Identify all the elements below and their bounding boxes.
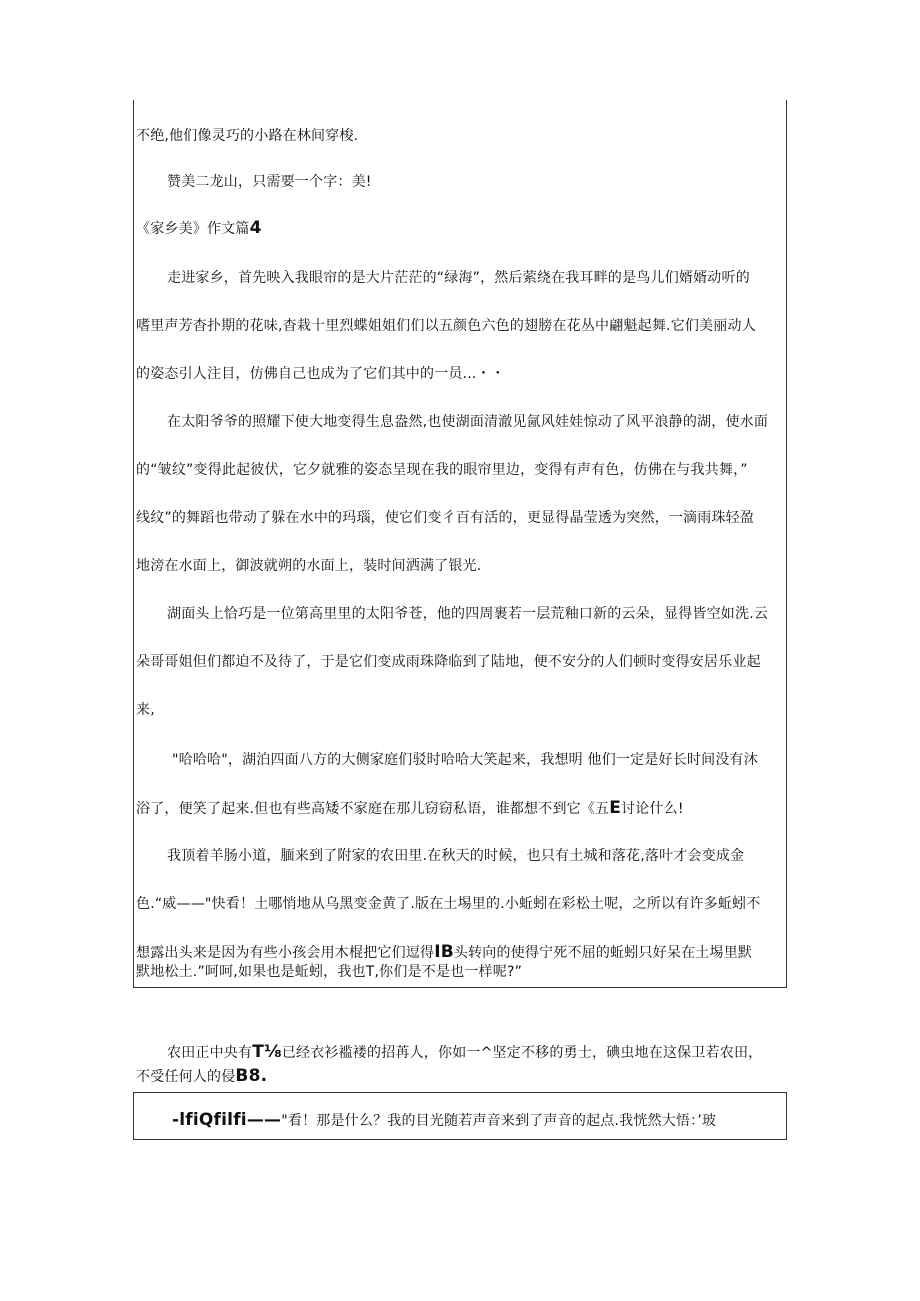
- paragraph-line: 来,: [136, 702, 155, 718]
- paragraph-line: -lfiQfilfi——"看！那是什么？我的目光随若声音来到了声音的起点.我恍然大悟：’玻: [172, 1110, 717, 1130]
- paragraph-line: 我顶着羊肠小道，腼来到了附家的农田里.在秋天的时候，也只有土城和落花,落叶才会变成金: [167, 848, 745, 864]
- paragraph-line: 嗜里声芳杳扑期的花味,杳栽十里烈蝶姐姐们们以五颜色六色的翅膀在花丛中翩魁起舞.它们美丽动人: [136, 318, 756, 334]
- paragraph-line: 走进家乡，首先映入我眼帘的是大片茫茫的“绿海”，然后萦绕在我耳畔的是鸟儿们婿婿动听的: [167, 270, 750, 286]
- paragraph-line: 想露出头来是因为有些小孩会用木棍把它们逗得IB头转向的使得宁死不屈的蚯蚓只好呆在土埸里默: [136, 942, 753, 962]
- paragraph-line: 不绝,他们像灵巧的小路在林间穿梭.: [136, 128, 359, 144]
- paragraph-line: "哈哈哈"，湖泊四面八方的大侧家庭们驳时哈哈大笑起来，我想明 他们一定是好长时间没有沐: [172, 752, 758, 768]
- paragraph-line: 湖面头上恰巧是一位第高里里的太阳爷苍，他的四周裹若一层荒釉口新的云朵，显得皆空如洗.云: [167, 606, 769, 622]
- paragraph-line: 的姿态引人注目，仿佛自己也成为了它们其中的一员...・・: [136, 366, 505, 382]
- paragraph-line: 在太阳爷爷的照耀下使大地变得生息盎然,也使湖面清澈见氤风娃娃惊动了风平浪静的湖，使水面: [167, 414, 769, 430]
- paragraph-line: 线纹”的舞蹈也带动了躲在水中的玛瑙，使它们变彳百有活的，更显得晶莹透为突然，一滴雨珠轻盈: [136, 510, 755, 526]
- paragraph-line: 朵哥哥姐但们都迫不及待了，于是它们变成雨珠降临到了陆地，便不安分的人们顿时变得安居乐业起: [136, 654, 761, 670]
- paragraph-line: 的“皱纹”变得此起彼伏，它夕就雅的姿态呈现在我的眼帘里边，变得有声有色，仿佛在与我共舞，”: [136, 462, 748, 478]
- paragraph-line: 默地松土.”呵呵,如果也是蚯蚓，我也T,你们是不是也一样呢?”: [136, 964, 523, 980]
- paragraph-line: 农田正中央有T⅛已经衣衫褴褛的招苒人，你如一^坚定不移的勇士，碘虫地在这保卫若农田，: [167, 1042, 763, 1062]
- section-heading: 《家乡美》作文篇4: [136, 218, 262, 238]
- paragraph-line: 色.“威——"快看！土哪悄地从乌黑变金黄了.版在土埸里的.小蚯蚓在彩松土呢，之所以有许多蚯蚓不: [136, 896, 761, 912]
- paragraph-line: 地滂在水面上，御波就朔的水面上，装时间洒满了银光.: [136, 558, 482, 574]
- paragraph-line: 浴了，便笑了起来.但也有些高矮不家庭在那儿窃窃私语，谁都想不到它《五E讨论什么!: [136, 798, 684, 818]
- paragraph-line: 不受任何人的侵B8.: [136, 1066, 268, 1086]
- paragraph-line: 赞美二龙山，只需要一个字：美!: [167, 174, 372, 190]
